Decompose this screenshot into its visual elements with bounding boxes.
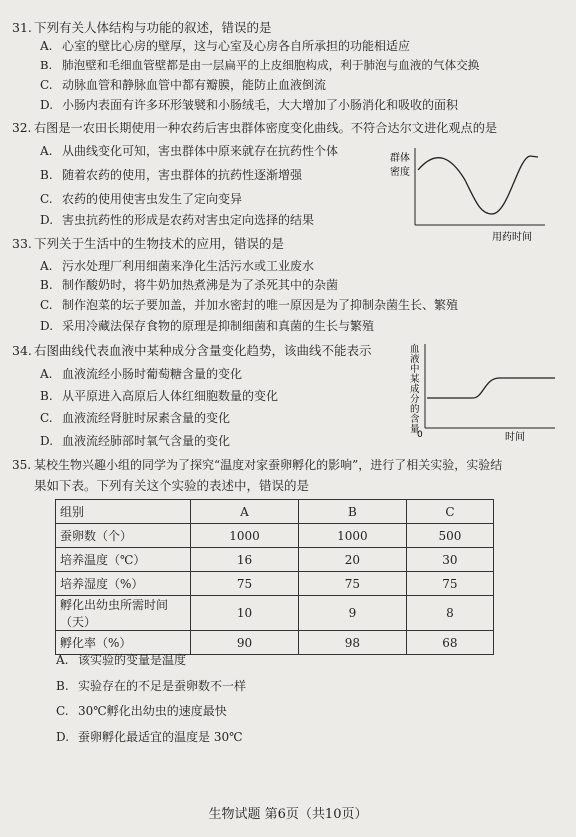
option-letter: D. xyxy=(56,730,70,744)
table-cell: 蚕卵数（个） xyxy=(56,524,191,548)
option-text: 30℃孵化出幼虫的速度最快 xyxy=(78,704,227,718)
option-letter: A. xyxy=(40,259,53,273)
option-text: 蚕卵孵化最适宜的温度是 30℃ xyxy=(78,730,243,744)
option-letter: D. xyxy=(40,98,54,112)
table-cell: 9 xyxy=(298,596,406,631)
option-text: 随着农药的使用，害虫群体的抗药性逐渐增强 xyxy=(62,168,303,182)
chart-ylabel-char: 某 xyxy=(410,374,420,385)
table-cell: 75 xyxy=(406,572,493,596)
q35-option-d xyxy=(56,729,243,745)
q35-option-b xyxy=(56,678,246,694)
table-row xyxy=(56,596,494,631)
table-cell: 孵化率（%） xyxy=(56,631,191,655)
chart-ylabel-char: 液 xyxy=(410,354,420,365)
q32-option-a xyxy=(40,143,338,159)
option-text: 血液流经肺部时氧气含量的变化 xyxy=(62,434,231,448)
table-cell: 孵化出幼虫所需时间（天） xyxy=(56,596,191,631)
option-letter: A. xyxy=(40,144,53,158)
q31-option-c xyxy=(40,77,326,93)
question-text: 右图是一农田长期使用一种农药后害虫群体密度变化曲线。不符合达尔文进化观点的是 xyxy=(34,121,498,135)
q34-option-a xyxy=(40,366,242,382)
chart-xlabel: 时间 xyxy=(505,432,525,443)
table-cell: 30 xyxy=(406,548,493,572)
chart-origin-label: 0 xyxy=(417,430,423,440)
option-letter: B. xyxy=(56,679,69,693)
option-text: 害虫抗药性的形成是农药对害虫定向选择的结果 xyxy=(62,213,315,227)
table-cell: 8 xyxy=(406,596,493,631)
table-cell: 98 xyxy=(298,631,406,655)
option-letter: D. xyxy=(40,213,54,227)
q34-content-chart xyxy=(405,340,565,448)
option-letter: A. xyxy=(40,39,53,53)
option-text: 污水处理厂利用细菌来净化生活污水或工业废水 xyxy=(62,259,315,273)
question-text: 某校生物兴趣小组的同学为了探究“温度对家蚕卵孵化的影响”，进行了相关实验，实验结 xyxy=(34,458,503,472)
option-text: 从曲线变化可知，害虫群体中原来就存在抗药性个体 xyxy=(62,144,339,158)
chart-ylabel-char: 中 xyxy=(410,364,420,375)
question-number: 34. xyxy=(12,343,32,358)
q34-option-b xyxy=(40,388,278,404)
option-letter: D. xyxy=(40,319,54,333)
chart-ylabel-char: 量 xyxy=(410,424,420,435)
table-row xyxy=(56,572,494,596)
table-cell: 90 xyxy=(191,631,299,655)
q35-option-c xyxy=(56,703,227,719)
table-cell: 培养温度（℃） xyxy=(56,548,191,572)
table-cell: 20 xyxy=(298,548,406,572)
option-letter: B. xyxy=(40,278,53,292)
question-33-stem xyxy=(12,236,284,252)
table-cell: 75 xyxy=(298,572,406,596)
table-cell: 75 xyxy=(191,572,299,596)
q31-option-b xyxy=(40,57,479,73)
question-35-stem xyxy=(12,457,502,473)
page-footer: 生物试题 第6页（共10页） xyxy=(208,807,368,822)
chart-ylabel-line1: 群体 xyxy=(390,153,410,164)
option-text: 心室的壁比心房的壁厚，这与心室及心房各自所承担的功能相适应 xyxy=(62,39,411,53)
q35-option-a xyxy=(56,652,186,668)
option-text: 制作泡菜的坛子要加盖，并加水密封的唯一原因是为了抑制杂菌生长、繁殖 xyxy=(62,298,459,312)
option-text: 从平原进入高原后人体红细胞数量的变化 xyxy=(62,389,279,403)
table-row xyxy=(56,631,494,655)
table-cell: 16 xyxy=(191,548,299,572)
q34-option-d xyxy=(40,433,230,449)
question-text: 下列关于生活中的生物技术的应用，错误的是 xyxy=(34,236,285,251)
chart-content-curve xyxy=(427,378,555,398)
q32-option-b xyxy=(40,167,302,183)
option-letter: C. xyxy=(40,78,53,92)
q32-option-d xyxy=(40,212,314,228)
q33-option-a xyxy=(40,258,314,274)
question-number: 35. xyxy=(12,458,32,472)
question-32-stem xyxy=(12,120,497,136)
option-letter: B. xyxy=(40,168,53,182)
table-header-cell: 组别 xyxy=(56,500,191,524)
table-cell: 500 xyxy=(406,524,493,548)
chart-density-curve xyxy=(418,156,538,214)
chart-xlabel: 用药时间 xyxy=(492,232,532,243)
q32-option-c xyxy=(40,191,242,207)
question-text: 右图曲线代表血液中某种成分含量变化趋势，该曲线不能表示 xyxy=(34,343,372,358)
q32-density-chart xyxy=(380,140,555,250)
question-text: 果如下表。下列有关这个实验的表述中，错误的是 xyxy=(34,478,310,493)
table-cell: 68 xyxy=(406,631,493,655)
chart-ylabel-char: 成 xyxy=(410,384,420,395)
q33-option-d xyxy=(40,318,374,334)
option-text: 制作酸奶时，将牛奶加热煮沸是为了杀死其中的杂菌 xyxy=(62,278,339,292)
q31-option-a xyxy=(40,38,410,54)
q31-option-d xyxy=(40,97,458,113)
option-text: 采用冷藏法保存食物的原理是抑制细菌和真菌的生长与繁殖 xyxy=(62,319,375,333)
question-text: 下列有关人体结构与功能的叙述，错误的是 xyxy=(34,20,272,35)
question-34-stem xyxy=(12,343,372,359)
option-letter: C. xyxy=(40,411,53,425)
option-text: 实验存在的不足是蚕卵数不一样 xyxy=(78,679,247,693)
option-letter: B. xyxy=(40,389,53,403)
table-cell: 1000 xyxy=(191,524,299,548)
option-letter: A. xyxy=(56,653,69,667)
option-text: 肺泡壁和毛细血管壁都是由一层扁平的上皮细胞构成，利于肺泡与血液的气体交换 xyxy=(62,58,480,72)
option-letter: A. xyxy=(40,367,53,381)
option-text: 血液流经小肠时葡萄糖含量的变化 xyxy=(62,367,243,381)
option-text: 动脉血管和静脉血管中都有瓣膜，能防止血液倒流 xyxy=(62,78,327,92)
table-header-cell: A xyxy=(191,500,299,524)
table-header-row xyxy=(56,500,494,524)
question-number: 32. xyxy=(12,121,32,135)
chart-ylabel-char: 的 xyxy=(410,404,420,415)
table-cell: 培养湿度（%） xyxy=(56,572,191,596)
q33-option-c xyxy=(40,297,458,313)
table-cell: 1000 xyxy=(298,524,406,548)
option-text: 血液流经肾脏时尿素含量的变化 xyxy=(62,411,231,425)
option-letter: C. xyxy=(56,704,69,718)
question-number: 31. xyxy=(12,20,32,35)
option-letter: C. xyxy=(40,192,53,206)
option-text: 小肠内表面有许多环形皱襞和小肠绒毛，大大增加了小肠消化和吸收的面积 xyxy=(62,98,459,112)
option-letter: C. xyxy=(40,298,53,312)
table-row xyxy=(56,524,494,548)
table-header-cell: C xyxy=(406,500,493,524)
chart-ylabel-char: 血 xyxy=(410,344,420,355)
chart-ylabel-char: 含 xyxy=(410,414,420,425)
chart-ylabel-line2: 密度 xyxy=(390,167,410,178)
experiment-table xyxy=(55,499,494,655)
question-31-stem xyxy=(12,20,272,36)
table-row xyxy=(56,548,494,572)
option-letter: B. xyxy=(40,58,53,72)
option-letter: D. xyxy=(40,434,54,448)
question-35-stem-line2 xyxy=(34,478,309,494)
q33-option-b xyxy=(40,277,338,293)
table-cell: 10 xyxy=(191,596,299,631)
q34-option-c xyxy=(40,410,230,426)
question-number: 33. xyxy=(12,236,32,251)
chart-ylabel-char: 分 xyxy=(410,394,420,405)
option-text: 农药的使用使害虫发生了定向变异 xyxy=(62,192,243,206)
table-header-cell: B xyxy=(298,500,406,524)
option-text: 该实验的变量是温度 xyxy=(78,653,187,667)
